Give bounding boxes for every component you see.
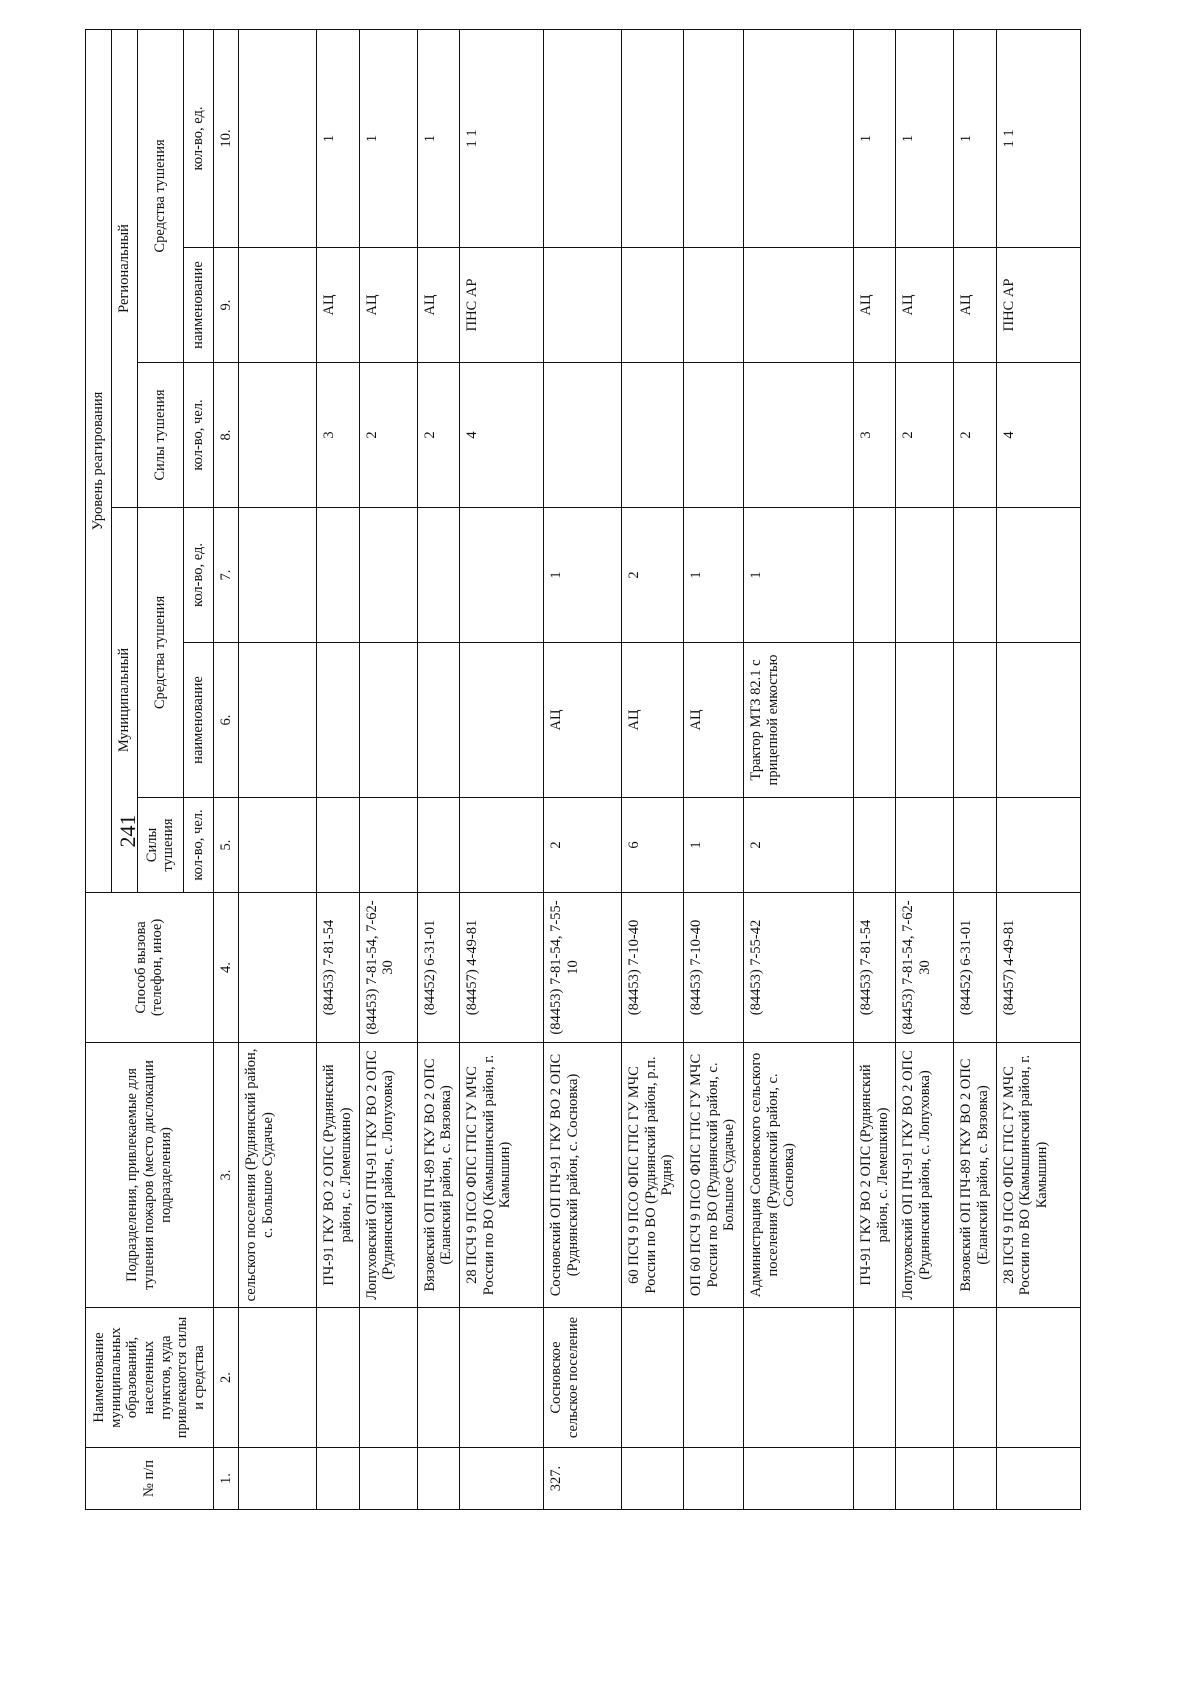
cell-municipal-means-qty bbox=[239, 508, 317, 643]
cell-regional-people: 2 bbox=[359, 363, 417, 508]
cell-regional-means-qty bbox=[622, 29, 684, 247]
cell-municipality bbox=[622, 1308, 684, 1448]
cell-unit: сельского поселения (Руднянский район, с. Большое Судачье) bbox=[239, 1043, 317, 1308]
cell-no bbox=[854, 1448, 896, 1510]
cell-phone: (84457) 4-49-81 bbox=[460, 893, 544, 1043]
cell-no: 327. bbox=[544, 1448, 622, 1510]
cell-municipal-means-qty: 1 bbox=[544, 508, 622, 643]
cell-municipality bbox=[854, 1308, 896, 1448]
header-municipal-forces: Силы тушения bbox=[137, 798, 183, 893]
cell-unit: ОП 60 ПСЧ 9 ПСО ФПС ГПС ГУ МЧС России по ВО (Руднянский район, с. Большое Судачье) bbox=[684, 1043, 744, 1308]
cell-regional-people: 3 bbox=[317, 363, 359, 508]
cell-phone: (84453) 7-81-54 bbox=[854, 893, 896, 1043]
cell-regional-people: 2 bbox=[417, 363, 459, 508]
cell-regional-people bbox=[239, 363, 317, 508]
header-name: наименование bbox=[183, 248, 213, 363]
cell-no bbox=[417, 1448, 459, 1510]
cell-unit: Вязовский ОП ПЧ-89 ГКУ ВО 2 ОПС (Еланский район, с. Вязовка) bbox=[417, 1043, 459, 1308]
cell-municipal-people: 2 bbox=[744, 798, 854, 893]
header-qty-people: кол-во, чел. bbox=[183, 363, 213, 508]
cell-municipal-means-name bbox=[239, 643, 317, 798]
header-municipal: Муниципальный bbox=[111, 508, 137, 893]
cell-no bbox=[996, 1448, 1080, 1510]
cell-regional-people: 2 bbox=[954, 363, 996, 508]
cell-regional-means-qty: 1 bbox=[359, 29, 417, 247]
header-name: наименование bbox=[183, 643, 213, 798]
column-number: 4. bbox=[213, 893, 239, 1043]
cell-phone: (84453) 7-55-42 bbox=[744, 893, 854, 1043]
header-municipality: Наименование муниципальных образований, населенных пунктов, куда привлекаются силы и средства bbox=[86, 1308, 214, 1448]
cell-municipal-people bbox=[317, 798, 359, 893]
cell-phone: (84453) 7-10-40 bbox=[684, 893, 744, 1043]
cell-regional-means-qty: 1 bbox=[854, 29, 896, 247]
cell-phone bbox=[239, 893, 317, 1043]
cell-municipality bbox=[417, 1308, 459, 1448]
cell-unit: 28 ПСЧ 9 ПСО ФПС ГПС ГУ МЧС России по ВО (Камышинский район, г. Камышин) bbox=[460, 1043, 544, 1308]
column-number: 7. bbox=[213, 508, 239, 643]
cell-regional-people: 2 bbox=[896, 363, 954, 508]
cell-municipality bbox=[996, 1308, 1080, 1448]
table-row bbox=[544, 29, 622, 1509]
column-number: 5. bbox=[213, 798, 239, 893]
table-row bbox=[622, 29, 684, 1509]
header-regional: Региональный bbox=[111, 29, 137, 507]
cell-regional-means-qty: 1 bbox=[417, 29, 459, 247]
cell-no bbox=[684, 1448, 744, 1510]
column-number: 6. bbox=[213, 643, 239, 798]
cell-phone: (84453) 7-81-54, 7-62-30 bbox=[896, 893, 954, 1043]
cell-regional-means-name bbox=[239, 248, 317, 363]
cell-municipal-means-name: АЦ bbox=[622, 643, 684, 798]
cell-regional-means-name: АЦ bbox=[954, 248, 996, 363]
cell-municipal-people: 6 bbox=[622, 798, 684, 893]
header-call-method: Способ вызова (телефон, иное) bbox=[86, 893, 214, 1043]
cell-regional-means-name bbox=[684, 248, 744, 363]
cell-municipal-means-qty: 2 bbox=[622, 508, 684, 643]
cell-municipal-people bbox=[954, 798, 996, 893]
table-row bbox=[417, 29, 459, 1509]
cell-regional-means-name: АЦ bbox=[854, 248, 896, 363]
table-row bbox=[896, 29, 954, 1509]
cell-municipal-means-qty bbox=[896, 508, 954, 643]
page-number: 241 bbox=[115, 814, 140, 848]
cell-municipality bbox=[359, 1308, 417, 1448]
header-regional-forces: Силы тушения bbox=[137, 363, 183, 508]
cell-municipal-means-name bbox=[854, 643, 896, 798]
cell-regional-means-qty bbox=[239, 29, 317, 247]
header-response-level: Уровень реагирования bbox=[86, 29, 112, 892]
cell-regional-means-qty: 1 bbox=[317, 29, 359, 247]
cell-municipal-means-qty: 1 bbox=[684, 508, 744, 643]
cell-regional-people: 4 bbox=[460, 363, 544, 508]
cell-unit: Лопуховский ОП ПЧ-91 ГКУ ВО 2 ОПС (Руднянский район, с. Лопуховка) bbox=[896, 1043, 954, 1308]
table-row bbox=[684, 29, 744, 1509]
table-row bbox=[854, 29, 896, 1509]
header-municipal-means: Средства тушения bbox=[137, 508, 183, 798]
cell-municipal-people: 2 bbox=[544, 798, 622, 893]
cell-municipal-means-name bbox=[417, 643, 459, 798]
cell-municipal-means-name: АЦ bbox=[684, 643, 744, 798]
cell-regional-means-qty: 1 bbox=[896, 29, 954, 247]
column-number: 1. bbox=[213, 1448, 239, 1510]
column-number: 9. bbox=[213, 248, 239, 363]
column-number: 3. bbox=[213, 1043, 239, 1308]
cell-regional-means-name: АЦ bbox=[417, 248, 459, 363]
cell-unit: Администрация Сосновского сельского поселения (Руднянский район, с. Сосновка) bbox=[744, 1043, 854, 1308]
cell-municipal-means-qty bbox=[954, 508, 996, 643]
cell-municipal-people bbox=[359, 798, 417, 893]
cell-phone: (84453) 7-81-54, 7-62-30 bbox=[359, 893, 417, 1043]
rotated-table-wrapper bbox=[85, 30, 1081, 1510]
cell-municipality bbox=[954, 1308, 996, 1448]
cell-municipal-people bbox=[896, 798, 954, 893]
cell-regional-people bbox=[622, 363, 684, 508]
cell-municipality bbox=[239, 1308, 317, 1448]
cell-municipality bbox=[684, 1308, 744, 1448]
cell-regional-means-name: АЦ bbox=[359, 248, 417, 363]
cell-municipal-means-qty bbox=[854, 508, 896, 643]
cell-municipal-means-qty: 1 bbox=[744, 508, 854, 643]
cell-phone: (84452) 6-31-01 bbox=[954, 893, 996, 1043]
cell-regional-means-name bbox=[622, 248, 684, 363]
cell-regional-means-name: ПНС АР bbox=[460, 248, 544, 363]
cell-municipal-means-name bbox=[996, 643, 1080, 798]
cell-regional-means-qty bbox=[544, 29, 622, 247]
table-body bbox=[239, 29, 1080, 1509]
cell-municipality: Сосновское сельское поселение bbox=[544, 1308, 622, 1448]
cell-municipal-means-qty bbox=[317, 508, 359, 643]
cell-municipal-people bbox=[460, 798, 544, 893]
header-qty-people: кол-во, чел. bbox=[183, 798, 213, 893]
header-no: № п/п bbox=[86, 1448, 214, 1510]
header-regional-means: Средства тушения bbox=[137, 29, 183, 362]
table-row bbox=[744, 29, 854, 1509]
cell-municipal-means-name: АЦ bbox=[544, 643, 622, 798]
cell-phone: (84453) 7-81-54 bbox=[317, 893, 359, 1043]
cell-municipal-means-name bbox=[317, 643, 359, 798]
cell-municipal-people: 1 bbox=[684, 798, 744, 893]
cell-regional-means-name: АЦ bbox=[317, 248, 359, 363]
cell-municipality bbox=[744, 1308, 854, 1448]
cell-no bbox=[317, 1448, 359, 1510]
cell-municipal-means-qty bbox=[359, 508, 417, 643]
cell-municipal-means-name bbox=[460, 643, 544, 798]
cell-unit: 28 ПСЧ 9 ПСО ФПС ГПС ГУ МЧС России по ВО (Камышинский район, г. Камышин) bbox=[996, 1043, 1080, 1308]
cell-municipal-means-qty bbox=[460, 508, 544, 643]
table-row bbox=[359, 29, 417, 1509]
cell-no bbox=[954, 1448, 996, 1510]
cell-phone: (84453) 7-10-40 bbox=[622, 893, 684, 1043]
cell-no bbox=[896, 1448, 954, 1510]
cell-unit: Вязовский ОП ПЧ-89 ГКУ ВО 2 ОПС (Еланский район, с. Вязовка) bbox=[954, 1043, 996, 1308]
cell-municipal-people bbox=[239, 798, 317, 893]
cell-unit: Сосновский ОП ПЧ-91 ГКУ ВО 2 ОПС (Руднянский район, с. Сосновка) bbox=[544, 1043, 622, 1308]
cell-municipal-people bbox=[854, 798, 896, 893]
cell-unit: Лопуховский ОП ПЧ-91 ГКУ ВО 2 ОПС (Руднянский район, с. Лопуховка) bbox=[359, 1043, 417, 1308]
response-forces-table bbox=[85, 29, 1081, 1510]
cell-no bbox=[359, 1448, 417, 1510]
cell-regional-means-qty: 1 bbox=[954, 29, 996, 247]
table-row bbox=[954, 29, 996, 1509]
cell-regional-means-name bbox=[544, 248, 622, 363]
column-number: 10. bbox=[213, 29, 239, 247]
cell-regional-people bbox=[544, 363, 622, 508]
table-row bbox=[239, 29, 317, 1509]
cell-phone: (84452) 6-31-01 bbox=[417, 893, 459, 1043]
header-unit: Подразделения, привлекаемые для тушения пожаров (место дислокации подразделения) bbox=[86, 1043, 214, 1308]
cell-municipal-means-name bbox=[359, 643, 417, 798]
cell-regional-people: 3 bbox=[854, 363, 896, 508]
column-number: 8. bbox=[213, 363, 239, 508]
cell-no bbox=[460, 1448, 544, 1510]
table-row bbox=[317, 29, 359, 1509]
cell-regional-means-qty bbox=[684, 29, 744, 247]
cell-municipality bbox=[896, 1308, 954, 1448]
cell-regional-means-name bbox=[744, 248, 854, 363]
cell-regional-means-qty: 1 1 bbox=[996, 29, 1080, 247]
cell-regional-people: 4 bbox=[996, 363, 1080, 508]
cell-municipal-people bbox=[417, 798, 459, 893]
cell-municipal-means-qty bbox=[417, 508, 459, 643]
cell-regional-people bbox=[684, 363, 744, 508]
cell-no bbox=[239, 1448, 317, 1510]
cell-municipal-means-name: Трактор МТЗ 82.1 с прицепной емкостью bbox=[744, 643, 854, 798]
cell-regional-means-name: ПНС АР bbox=[996, 248, 1080, 363]
table-row bbox=[460, 29, 544, 1509]
cell-phone: (84457) 4-49-81 bbox=[996, 893, 1080, 1043]
cell-municipal-means-name bbox=[896, 643, 954, 798]
cell-unit: ПЧ-91 ГКУ ВО 2 ОПС (Руднянский район, с. Лемешкино) bbox=[854, 1043, 896, 1308]
cell-municipal-means-name bbox=[954, 643, 996, 798]
cell-regional-means-name: АЦ bbox=[896, 248, 954, 363]
cell-no bbox=[744, 1448, 854, 1510]
cell-phone: (84453) 7-81-54, 7-55-10 bbox=[544, 893, 622, 1043]
cell-regional-means-qty: 1 1 bbox=[460, 29, 544, 247]
header-qty-units: кол-во, ед. bbox=[183, 29, 213, 247]
cell-regional-people bbox=[744, 363, 854, 508]
cell-municipality bbox=[317, 1308, 359, 1448]
column-number: 2. bbox=[213, 1308, 239, 1448]
cell-unit: 60 ПСЧ 9 ПСО ФПС ГПС ГУ МЧС России по ВО (Руднянский район, р.п. Рудня) bbox=[622, 1043, 684, 1308]
cell-regional-means-qty bbox=[744, 29, 854, 247]
table-row bbox=[996, 29, 1080, 1509]
cell-unit: ПЧ-91 ГКУ ВО 2 ОПС (Руднянский район, с. Лемешкино) bbox=[317, 1043, 359, 1308]
cell-no bbox=[622, 1448, 684, 1510]
cell-municipality bbox=[460, 1308, 544, 1448]
cell-municipal-means-qty bbox=[996, 508, 1080, 643]
header-qty-units: кол-во, ед. bbox=[183, 508, 213, 643]
cell-municipal-people bbox=[996, 798, 1080, 893]
